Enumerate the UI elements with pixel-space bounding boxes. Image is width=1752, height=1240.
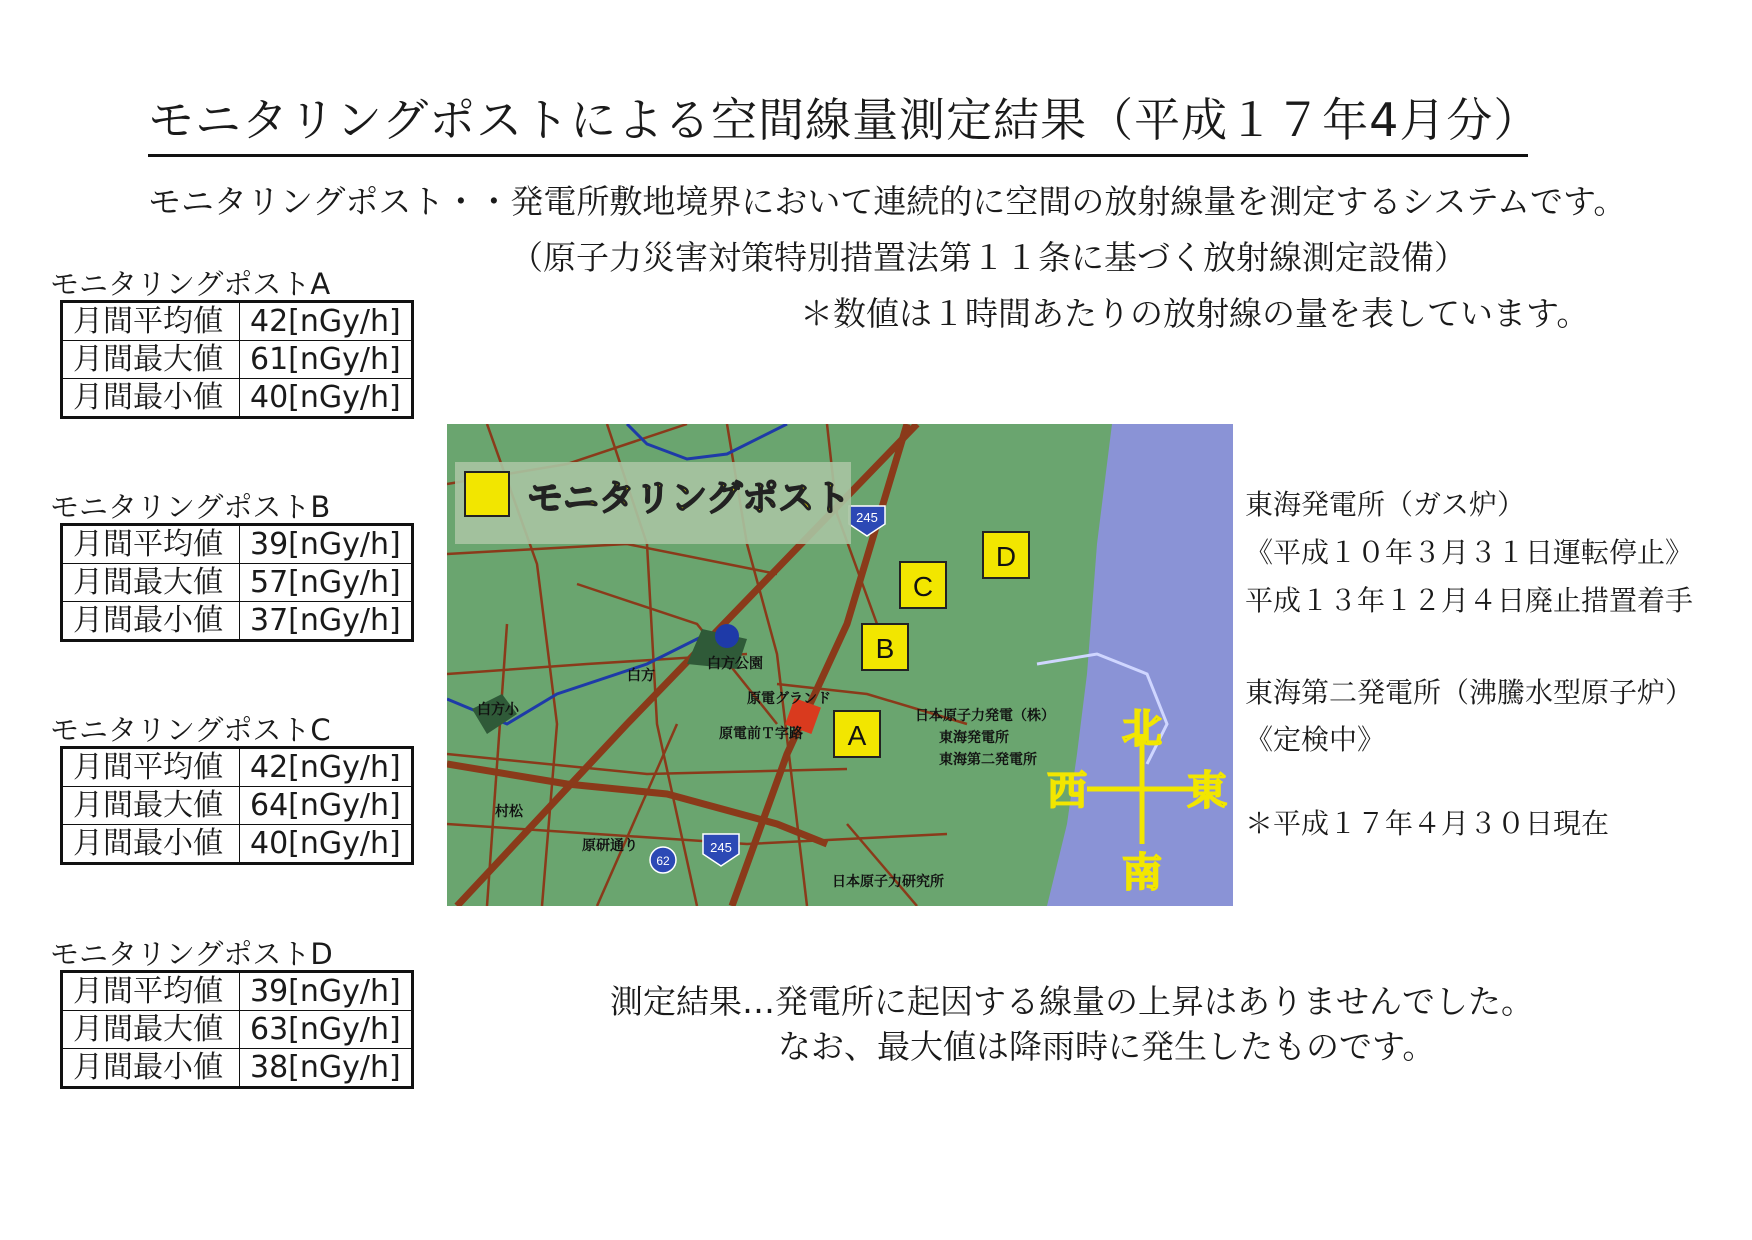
- table-row: [62, 787, 413, 825]
- intro-line-3: ＊数値は１時間あたりの放射線の量を表しています。: [800, 294, 1590, 333]
- row-value: 40[nGy/h]: [240, 825, 413, 864]
- place-label: 白方: [627, 668, 655, 684]
- table-row: [62, 748, 413, 787]
- post-marker-label: B: [875, 633, 895, 664]
- legend-marker-icon: [465, 472, 509, 516]
- row-value: 39[nGy/h]: [240, 525, 413, 564]
- as-of-date: ＊平成１７年４月３０日現在: [1245, 807, 1610, 840]
- tokai2-plant-status: 《定検中》: [1245, 723, 1386, 756]
- route-label: 245: [856, 510, 878, 525]
- post-c-table: [60, 746, 414, 865]
- row-label: 月間平均値: [62, 525, 240, 564]
- place-label: 原電グランド: [747, 691, 831, 707]
- table-row: [62, 302, 413, 341]
- row-label: 月間平均値: [62, 972, 240, 1011]
- compass-east: 東: [1187, 768, 1227, 814]
- row-label: 月間最大値: [62, 1011, 240, 1049]
- park-pond: [715, 624, 739, 648]
- post-marker-label: D: [995, 541, 1017, 572]
- compass-north: 北: [1122, 706, 1162, 752]
- place-label: 白方公園: [707, 656, 763, 672]
- row-value: 64[nGy/h]: [240, 787, 413, 825]
- route-shield: [849, 506, 885, 536]
- row-label: 月間最小値: [62, 825, 240, 864]
- place-label: 原電前Ｔ字路: [719, 726, 803, 742]
- row-label: 月間最小値: [62, 602, 240, 641]
- post-marker-a: [834, 711, 880, 757]
- place-label: 原研通り: [582, 838, 638, 854]
- route-label: 245: [710, 840, 732, 855]
- row-value: 37[nGy/h]: [240, 602, 413, 641]
- area-map: [447, 424, 1233, 906]
- post-d-title: モニタリングポストD: [50, 937, 333, 971]
- row-value: 63[nGy/h]: [240, 1011, 413, 1049]
- table-row: [62, 1049, 413, 1088]
- route-shield: [703, 834, 739, 866]
- post-marker-label: A: [847, 720, 867, 751]
- row-value: 38[nGy/h]: [240, 1049, 413, 1088]
- table-row: [62, 825, 413, 864]
- post-marker-c: [900, 562, 946, 608]
- row-label: 月間最大値: [62, 564, 240, 602]
- tokai-plant-decom: 平成１３年１２月４日廃止措置着手: [1245, 584, 1694, 617]
- tokai-plant-name: 東海発電所（ガス炉）: [1245, 488, 1526, 521]
- route-label: 62: [656, 854, 670, 868]
- row-value: 42[nGy/h]: [240, 748, 413, 787]
- row-value: 39[nGy/h]: [240, 972, 413, 1011]
- table-row: [62, 602, 413, 641]
- post-a-table: [60, 300, 414, 419]
- tokai2-plant-name: 東海第二発電所（沸騰水型原子炉）: [1245, 676, 1694, 709]
- row-label: 月間平均値: [62, 748, 240, 787]
- intro-line-1: モニタリングポスト・・発電所敷地境界において連続的に空間の放射線量を測定するシステムです。: [148, 182, 1627, 221]
- row-value: 42[nGy/h]: [240, 302, 413, 341]
- row-label: 月間最小値: [62, 379, 240, 418]
- row-label: 月間最小値: [62, 1049, 240, 1088]
- compass-south: 南: [1122, 850, 1162, 896]
- post-marker-d: [983, 532, 1029, 578]
- result-line-1: 測定結果…発電所に起因する線量の上昇はありませんでした。: [610, 982, 1534, 1021]
- post-marker-b: [862, 624, 908, 670]
- row-label: 月間最大値: [62, 787, 240, 825]
- table-row: [62, 379, 413, 418]
- row-label: 月間最大値: [62, 341, 240, 379]
- row-value: 61[nGy/h]: [240, 341, 413, 379]
- place-label: 東海第二発電所: [939, 752, 1037, 768]
- post-marker-label: C: [912, 571, 934, 602]
- compass-west: 西: [1047, 768, 1087, 814]
- map-graphic: [447, 424, 1233, 906]
- row-value: 40[nGy/h]: [240, 379, 413, 418]
- route-shield: [650, 847, 676, 873]
- place-label: 東海発電所: [939, 730, 1009, 746]
- row-value: 57[nGy/h]: [240, 564, 413, 602]
- place-label: 日本原子力研究所: [832, 874, 944, 890]
- intro-line-2: （原子力災害対策特別措置法第１１条に基づく放射線測定設備）: [510, 238, 1467, 277]
- table-row: [62, 525, 413, 564]
- page-title: モニタリングポストによる空間線量測定結果（平成１７年4月分）: [148, 90, 1528, 157]
- post-b-table: [60, 523, 414, 642]
- table-row: [62, 1011, 413, 1049]
- post-d-table: [60, 970, 414, 1089]
- row-label: 月間平均値: [62, 302, 240, 341]
- tokai-plant-stop: 《平成１０年３月３１日運転停止》: [1245, 536, 1694, 569]
- table-row: [62, 341, 413, 379]
- result-line-2: なお、最大値は降雨時に発生したものです。: [778, 1027, 1436, 1066]
- legend-label: モニタリングポスト: [527, 478, 851, 519]
- place-label: 白方小: [477, 702, 519, 718]
- post-c-title: モニタリングポストC: [50, 713, 331, 747]
- post-a-title: モニタリングポストA: [50, 267, 331, 301]
- post-b-title: モニタリングポストB: [50, 490, 331, 524]
- table-row: [62, 564, 413, 602]
- table-row: [62, 972, 413, 1011]
- place-label: 日本原子力発電（株）: [915, 708, 1055, 724]
- place-label: 村松: [495, 804, 523, 820]
